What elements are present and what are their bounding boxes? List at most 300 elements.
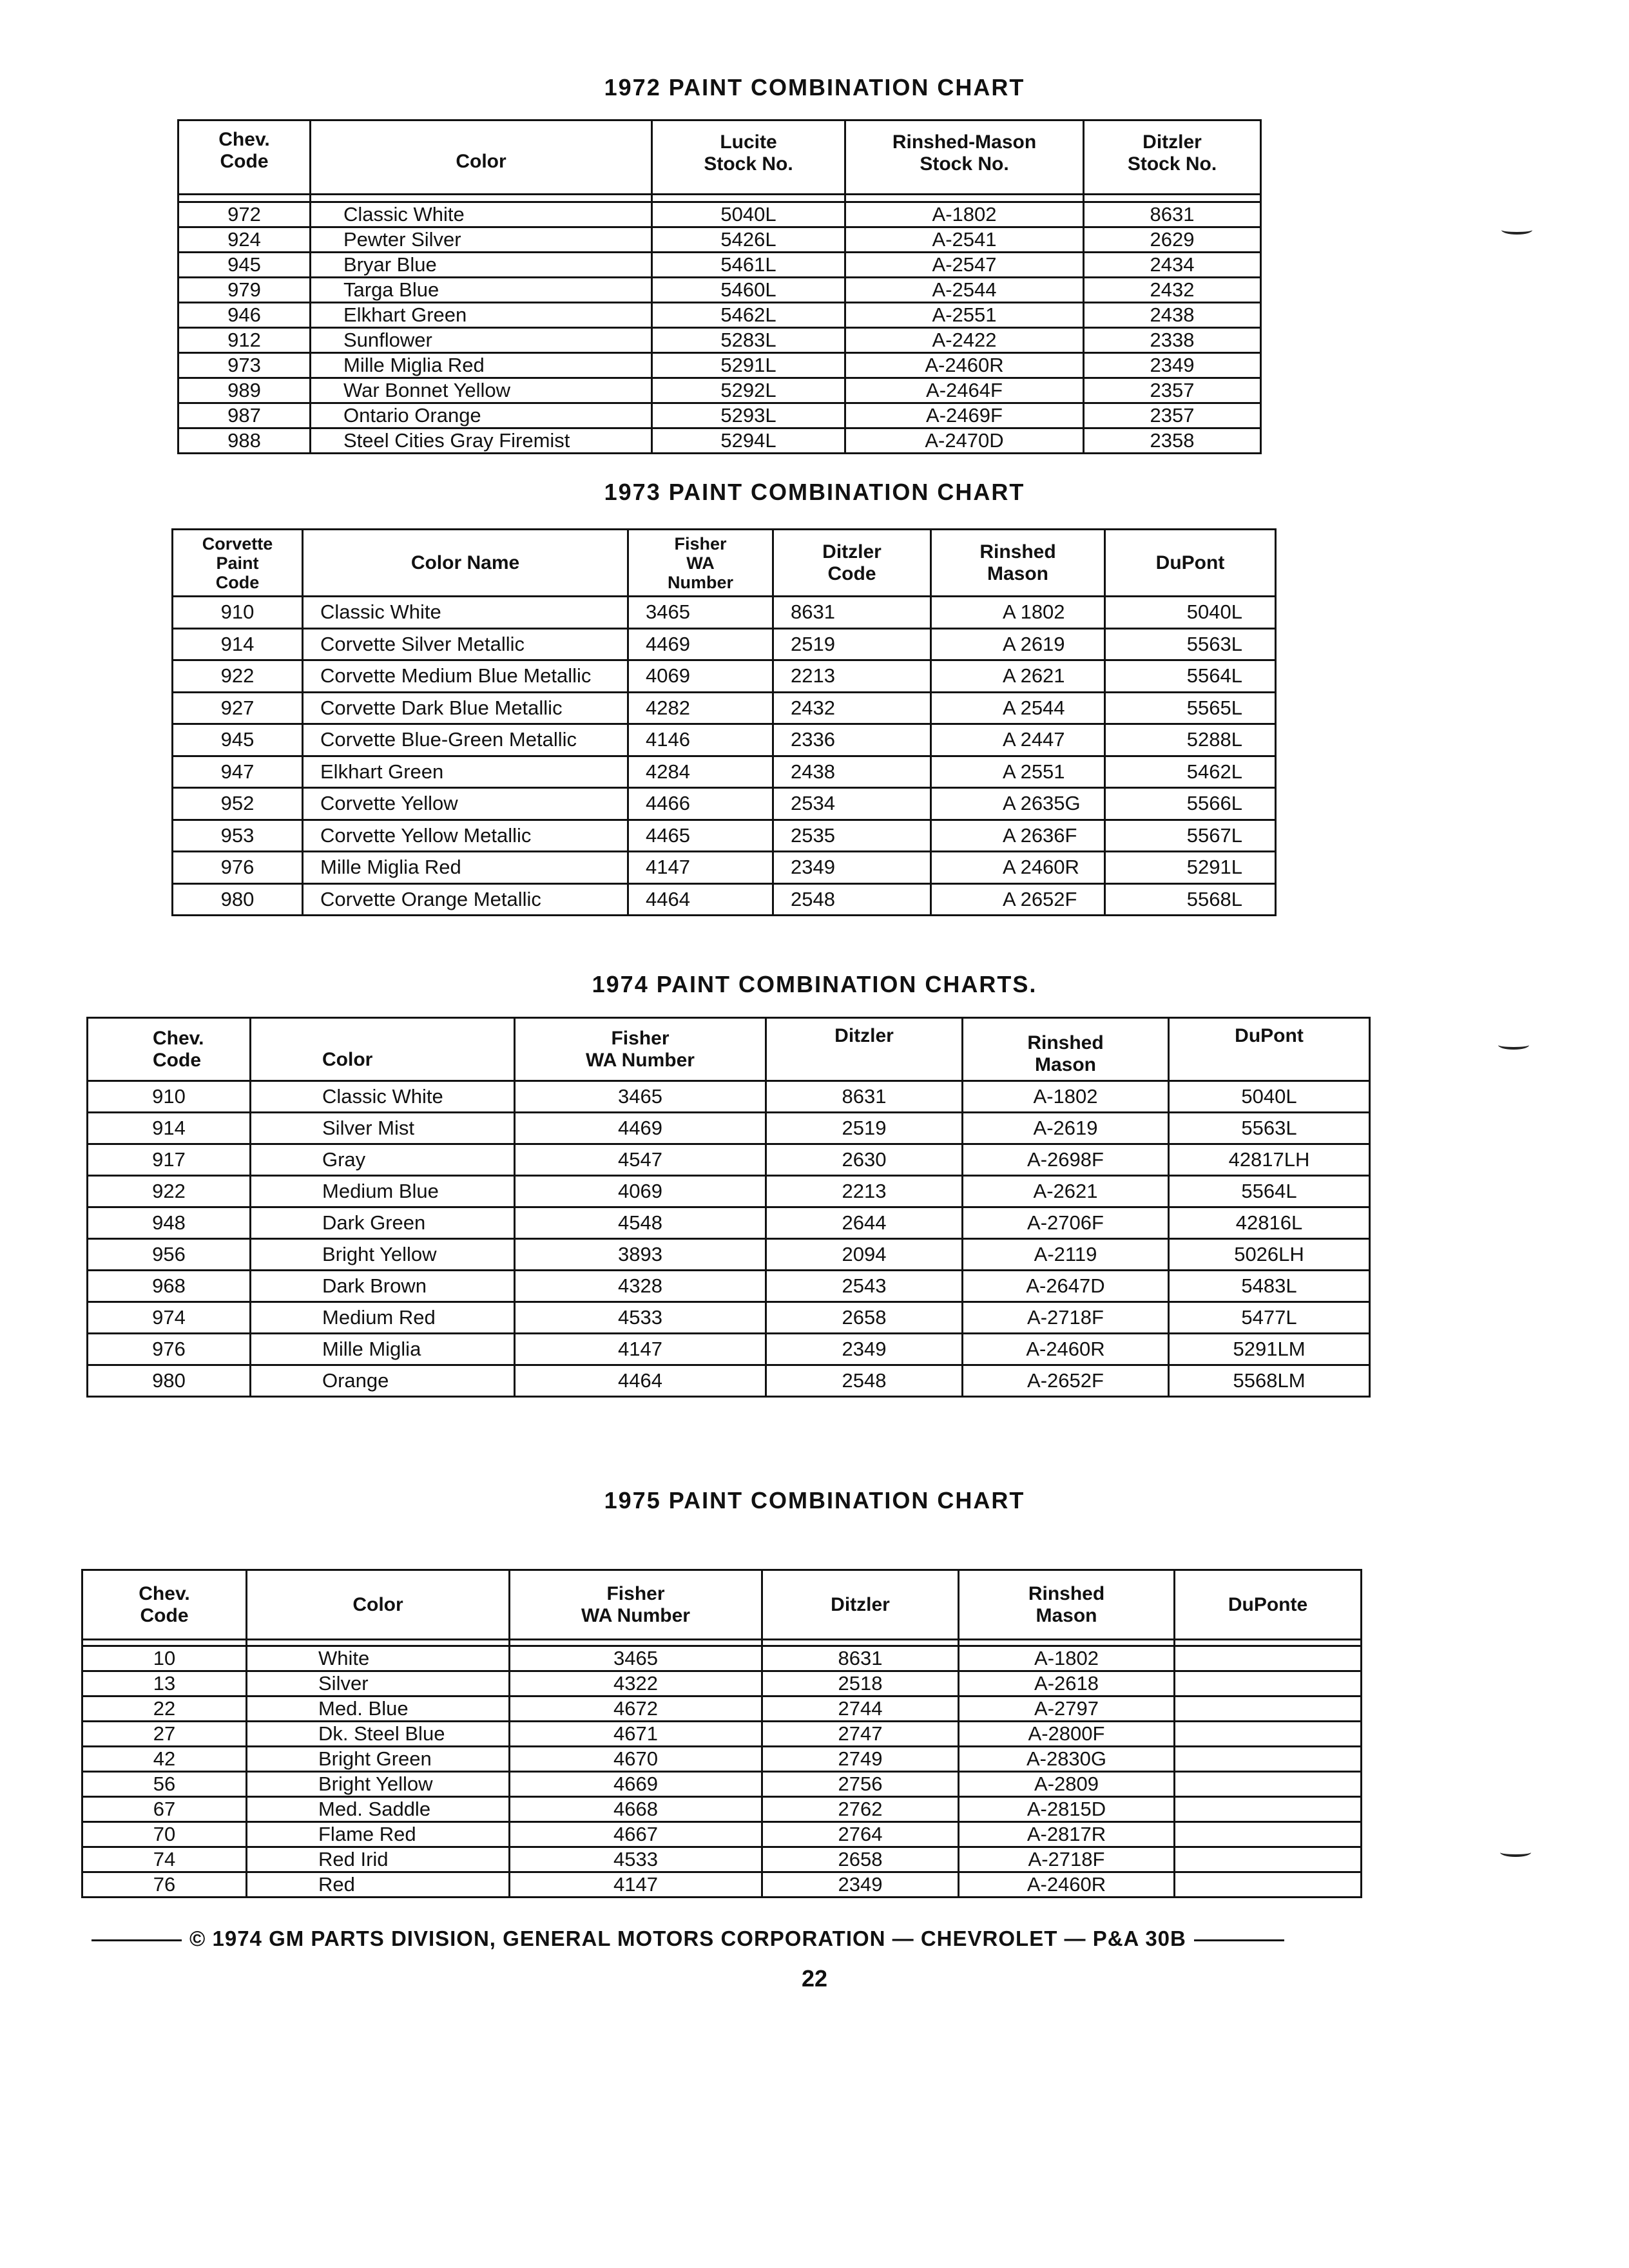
table-cell: 5564L xyxy=(1105,660,1276,693)
table-cell: 5461L xyxy=(652,253,845,278)
table-cell: A-2652F xyxy=(963,1365,1169,1397)
table-cell xyxy=(1175,1747,1362,1772)
table-cell: 5293L xyxy=(652,403,845,428)
margin-mark xyxy=(1500,1848,1531,1857)
table-cell: 5460L xyxy=(652,278,845,303)
table-cell: Corvette Medium Blue Metallic xyxy=(303,660,628,693)
table-cell: A-1802 xyxy=(963,1081,1169,1113)
table-cell: 3465 xyxy=(510,1646,762,1671)
table-cell: 5565L xyxy=(1105,692,1276,724)
table-cell: 13 xyxy=(82,1671,247,1696)
table-row xyxy=(173,660,1276,693)
table-cell xyxy=(1175,1696,1362,1722)
table-cell: Elkhart Green xyxy=(303,756,628,788)
header-fisher-wa-number: Fisher WA Number xyxy=(628,530,773,597)
table-cell: A-2797 xyxy=(959,1696,1175,1722)
table-cell: 4547 xyxy=(515,1144,766,1176)
table-cell: Corvette Silver Metallic xyxy=(303,628,628,660)
table-cell: 2747 xyxy=(762,1722,959,1747)
table-cell: 4670 xyxy=(510,1747,762,1772)
table-cell: 952 xyxy=(173,788,303,820)
table-row xyxy=(82,1772,1362,1797)
table-cell: 5294L xyxy=(652,428,845,454)
table-cell: 910 xyxy=(88,1081,251,1113)
table-row xyxy=(178,403,1261,428)
header-color: Color xyxy=(247,1570,510,1640)
chart-title-1974: 1974 PAINT COMBINATION CHARTS. xyxy=(592,971,1037,997)
table-cell: Mille Miglia Red xyxy=(303,852,628,884)
header-fisher-wa-number: Fisher WA Number xyxy=(515,1018,766,1081)
header-chev-code: Chev. Code xyxy=(82,1570,247,1640)
table-cell: 2644 xyxy=(766,1207,963,1239)
table-cell: Classic White xyxy=(303,597,628,629)
table-cell: A-2800F xyxy=(959,1722,1175,1747)
table-cell: 948 xyxy=(88,1207,251,1239)
table-row xyxy=(173,597,1276,629)
table-cell: 945 xyxy=(178,253,311,278)
table-row xyxy=(173,724,1276,756)
table-row xyxy=(178,353,1261,378)
table-cell: Bright Yellow xyxy=(247,1772,510,1797)
table-cell: 5291L xyxy=(1105,852,1276,884)
table-row xyxy=(82,1696,1362,1722)
table-cell: Classic White xyxy=(251,1081,515,1113)
table-cell: 2349 xyxy=(762,1872,959,1898)
table-row xyxy=(178,278,1261,303)
table-cell: 2357 xyxy=(1084,378,1261,403)
table-cell: 976 xyxy=(173,852,303,884)
table-cell: 4465 xyxy=(628,820,773,852)
table-cell: 2749 xyxy=(762,1747,959,1772)
table-cell: Med. Saddle xyxy=(247,1797,510,1822)
table-cell: 4282 xyxy=(628,692,773,724)
table-cell: 10 xyxy=(82,1646,247,1671)
table-row xyxy=(178,303,1261,328)
table-cell: 4464 xyxy=(628,883,773,916)
table-row xyxy=(88,1239,1370,1271)
table-cell: 973 xyxy=(178,353,311,378)
table-cell: 2744 xyxy=(762,1696,959,1722)
table-cell: 922 xyxy=(173,660,303,693)
table-cell: Bright Yellow xyxy=(251,1239,515,1271)
table-cell: A 2652F xyxy=(931,883,1105,916)
table-cell xyxy=(1175,1722,1362,1747)
table-cell: 4533 xyxy=(515,1302,766,1334)
table-cell: 2432 xyxy=(773,692,931,724)
table-cell: Corvette Yellow Metallic xyxy=(303,820,628,852)
table-cell: 4069 xyxy=(628,660,773,693)
table-cell: 2534 xyxy=(773,788,931,820)
table-cell: A 2619 xyxy=(931,628,1105,660)
table-cell: 2349 xyxy=(1084,353,1261,378)
table-cell: White xyxy=(247,1646,510,1671)
table-row xyxy=(82,1747,1362,1772)
table-cell: Bryar Blue xyxy=(311,253,652,278)
table-cell: 5283L xyxy=(652,328,845,353)
table-cell: A-2706F xyxy=(963,1207,1169,1239)
table-cell: 5568L xyxy=(1105,883,1276,916)
paint-table-1972 xyxy=(177,119,1262,454)
table-cell xyxy=(1175,1822,1362,1847)
table-cell xyxy=(1175,1671,1362,1696)
table-cell: 980 xyxy=(173,883,303,916)
table-cell: 4147 xyxy=(510,1872,762,1898)
table-cell: 2349 xyxy=(773,852,931,884)
table-cell: A-2551 xyxy=(845,303,1084,328)
table-row xyxy=(88,1271,1370,1302)
table-cell: Elkhart Green xyxy=(311,303,652,328)
table-cell: 988 xyxy=(178,428,311,454)
page-number: 22 xyxy=(801,1965,828,1992)
table-row xyxy=(82,1671,1362,1696)
table-cell: A-2544 xyxy=(845,278,1084,303)
table-cell: A-2815D xyxy=(959,1797,1175,1822)
footer-text: © 1974 GM PARTS DIVISION, GENERAL MOTORS CORPORATION — CHEVROLET — P&A 30B xyxy=(189,1927,1186,1950)
table-cell: Mille Miglia xyxy=(251,1334,515,1365)
table-cell: Med. Blue xyxy=(247,1696,510,1722)
table-cell: Mille Miglia Red xyxy=(311,353,652,378)
table-cell: A 2544 xyxy=(931,692,1105,724)
table-row xyxy=(82,1797,1362,1822)
table-cell: 5567L xyxy=(1105,820,1276,852)
table-cell: 2213 xyxy=(766,1176,963,1207)
table-cell: A-2718F xyxy=(963,1302,1169,1334)
table-cell: A-2619 xyxy=(963,1113,1169,1144)
table-cell: 2518 xyxy=(762,1671,959,1696)
table-cell: 5026LH xyxy=(1169,1239,1370,1271)
table-cell: 4466 xyxy=(628,788,773,820)
table-cell: 924 xyxy=(178,227,311,253)
table-cell: 5288L xyxy=(1105,724,1276,756)
table-row xyxy=(178,328,1261,353)
header-ditzler: Ditzler xyxy=(766,1018,963,1081)
table-cell xyxy=(1175,1772,1362,1797)
table-cell: 4672 xyxy=(510,1696,762,1722)
paint-table-1975 xyxy=(81,1569,1362,1898)
table-cell: 912 xyxy=(178,328,311,353)
table-cell: 4147 xyxy=(515,1334,766,1365)
table-cell: 4533 xyxy=(510,1847,762,1872)
table-row xyxy=(173,628,1276,660)
table-cell: 3465 xyxy=(628,597,773,629)
table-cell: 4668 xyxy=(510,1797,762,1822)
table-cell: A-2817R xyxy=(959,1822,1175,1847)
table-cell: A-2547 xyxy=(845,253,1084,278)
table-cell: 4469 xyxy=(628,628,773,660)
table-row xyxy=(82,1646,1362,1671)
table-row xyxy=(173,692,1276,724)
table-cell: Targa Blue xyxy=(311,278,652,303)
table-cell: 976 xyxy=(88,1334,251,1365)
header-chev-code: Chev. Code xyxy=(88,1018,251,1081)
table-cell: 8631 xyxy=(773,597,931,629)
margin-mark xyxy=(1501,226,1532,235)
table-cell: Bright Green xyxy=(247,1747,510,1772)
table-row xyxy=(88,1081,1370,1113)
table-cell: 27 xyxy=(82,1722,247,1747)
table-cell: 5563L xyxy=(1169,1113,1370,1144)
table-row xyxy=(178,253,1261,278)
table-cell: 2349 xyxy=(766,1334,963,1365)
table-cell: 5291LM xyxy=(1169,1334,1370,1365)
table-cell: 2438 xyxy=(773,756,931,788)
table-cell: Dark Green xyxy=(251,1207,515,1239)
table-cell: 5040L xyxy=(1169,1081,1370,1113)
table-cell: 8631 xyxy=(762,1646,959,1671)
table-cell: Ontario Orange xyxy=(311,403,652,428)
paint-table-1974 xyxy=(86,1017,1371,1398)
table-cell: A-2470D xyxy=(845,428,1084,454)
table-cell: 2548 xyxy=(766,1365,963,1397)
table-row xyxy=(82,1722,1362,1747)
table-cell: A-2422 xyxy=(845,328,1084,353)
table-row xyxy=(88,1207,1370,1239)
table-cell: 2519 xyxy=(773,628,931,660)
table-cell: 979 xyxy=(178,278,311,303)
table-cell: 914 xyxy=(173,628,303,660)
table-cell: 972 xyxy=(178,202,311,227)
header-lucite: Lucite Stock No. xyxy=(652,120,845,195)
table-row xyxy=(82,1872,1362,1898)
table-cell: 5566L xyxy=(1105,788,1276,820)
header-rinshed-mason: Rinshed Mason xyxy=(963,1018,1169,1081)
header-color: Color xyxy=(251,1018,515,1081)
table-row xyxy=(88,1334,1370,1365)
table-row xyxy=(88,1302,1370,1334)
table-cell: 74 xyxy=(82,1847,247,1872)
table-cell: 2548 xyxy=(773,883,931,916)
table-row xyxy=(88,1365,1370,1397)
table-cell xyxy=(1175,1847,1362,1872)
table-cell: 2432 xyxy=(1084,278,1261,303)
table-row xyxy=(173,756,1276,788)
footer-copyright xyxy=(84,1927,1308,1951)
table-cell: 4146 xyxy=(628,724,773,756)
table-cell: 4548 xyxy=(515,1207,766,1239)
table-cell: 5462L xyxy=(1105,756,1276,788)
table-cell: 987 xyxy=(178,403,311,428)
table-cell: 2756 xyxy=(762,1772,959,1797)
table-cell: 5040L xyxy=(652,202,845,227)
table-cell: 4671 xyxy=(510,1722,762,1747)
table-cell: 76 xyxy=(82,1872,247,1898)
table-cell: 2762 xyxy=(762,1797,959,1822)
table-cell xyxy=(1175,1646,1362,1671)
table-cell: 5040L xyxy=(1105,597,1276,629)
table-cell: War Bonnet Yellow xyxy=(311,378,652,403)
header-ditzler-code: Ditzler Code xyxy=(773,530,931,597)
table-row xyxy=(178,227,1261,253)
table-row xyxy=(178,202,1261,227)
table-cell: 5568LM xyxy=(1169,1365,1370,1397)
table-row xyxy=(82,1822,1362,1847)
table-cell: 42817LH xyxy=(1169,1144,1370,1176)
table-cell: A-2469F xyxy=(845,403,1084,428)
header-ditzler: Ditzler Stock No. xyxy=(1084,120,1261,195)
footer-rule-left xyxy=(92,1939,182,1941)
table-cell: A-1802 xyxy=(959,1646,1175,1671)
margin-mark xyxy=(1498,1041,1529,1050)
table-cell: Medium Red xyxy=(251,1302,515,1334)
table-cell: Sunflower xyxy=(311,328,652,353)
table-cell: 4284 xyxy=(628,756,773,788)
header-color-name: Color Name xyxy=(303,530,628,597)
table-cell: 927 xyxy=(173,692,303,724)
table-cell: 2338 xyxy=(1084,328,1261,353)
table-cell: 2629 xyxy=(1084,227,1261,253)
table-cell xyxy=(1175,1872,1362,1898)
table-cell: 4667 xyxy=(510,1822,762,1847)
table-cell: Gray xyxy=(251,1144,515,1176)
table-cell: A 2621 xyxy=(931,660,1105,693)
table-cell: A-2621 xyxy=(963,1176,1169,1207)
table-cell: Steel Cities Gray Firemist xyxy=(311,428,652,454)
table-cell: 2764 xyxy=(762,1822,959,1847)
table-cell: 42816L xyxy=(1169,1207,1370,1239)
table-cell: 914 xyxy=(88,1113,251,1144)
table-cell: Dark Brown xyxy=(251,1271,515,1302)
table-row xyxy=(88,1176,1370,1207)
table-cell: Corvette Yellow xyxy=(303,788,628,820)
paint-table-1973 xyxy=(171,528,1277,916)
header-rinshed-mason: Rinshed Mason xyxy=(959,1570,1175,1640)
table-cell: 5291L xyxy=(652,353,845,378)
table-cell: 4322 xyxy=(510,1671,762,1696)
table-cell: 5292L xyxy=(652,378,845,403)
table-row xyxy=(88,1144,1370,1176)
table-row xyxy=(178,378,1261,403)
table-cell: 2543 xyxy=(766,1271,963,1302)
table-cell: 5426L xyxy=(652,227,845,253)
table-cell: 5483L xyxy=(1169,1271,1370,1302)
table-row xyxy=(82,1847,1362,1872)
header-rinshed-mason: Rinshed Mason xyxy=(931,530,1105,597)
table-cell: A-2460R xyxy=(963,1334,1169,1365)
table-cell: 4147 xyxy=(628,852,773,884)
table-cell: Flame Red xyxy=(247,1822,510,1847)
table-cell xyxy=(1175,1797,1362,1822)
table-cell: 917 xyxy=(88,1144,251,1176)
table-cell: Orange xyxy=(251,1365,515,1397)
table-cell: A 2636F xyxy=(931,820,1105,852)
header-fisher-wa-number: Fisher WA Number xyxy=(510,1570,762,1640)
table-cell: 2094 xyxy=(766,1239,963,1271)
table-cell: 67 xyxy=(82,1797,247,1822)
table-cell: 2434 xyxy=(1084,253,1261,278)
table-cell: A 2635G xyxy=(931,788,1105,820)
table-cell: 4069 xyxy=(515,1176,766,1207)
footer-rule-right xyxy=(1194,1939,1284,1941)
table-cell: 956 xyxy=(88,1239,251,1271)
table-cell: 5462L xyxy=(652,303,845,328)
table-cell: 56 xyxy=(82,1772,247,1797)
table-cell: Silver Mist xyxy=(251,1113,515,1144)
header-dupont: DuPont xyxy=(1169,1018,1370,1081)
table-cell: 22 xyxy=(82,1696,247,1722)
table-cell: A-2541 xyxy=(845,227,1084,253)
table-cell: Silver xyxy=(247,1671,510,1696)
table-cell: 2630 xyxy=(766,1144,963,1176)
table-cell: 2658 xyxy=(766,1302,963,1334)
table-cell: 8631 xyxy=(1084,202,1261,227)
table-row xyxy=(173,820,1276,852)
table-row xyxy=(173,788,1276,820)
chart-title-1973: 1973 PAINT COMBINATION CHART xyxy=(604,479,1025,505)
table-row xyxy=(88,1113,1370,1144)
table-cell: 2658 xyxy=(762,1847,959,1872)
table-cell: 980 xyxy=(88,1365,251,1397)
header-color: Color xyxy=(311,120,652,195)
header-dupont: DuPont xyxy=(1105,530,1276,597)
table-cell: A-2809 xyxy=(959,1772,1175,1797)
header-duponte: DuPonte xyxy=(1175,1570,1362,1640)
table-cell: A-2647D xyxy=(963,1271,1169,1302)
table-cell: A 2551 xyxy=(931,756,1105,788)
table-cell: Corvette Dark Blue Metallic xyxy=(303,692,628,724)
table-cell: 974 xyxy=(88,1302,251,1334)
header-corvette-paint-code: Corvette Paint Code xyxy=(173,530,303,597)
table-cell: 3465 xyxy=(515,1081,766,1113)
table-cell: 946 xyxy=(178,303,311,328)
table-cell: A 1802 xyxy=(931,597,1105,629)
table-cell: 4328 xyxy=(515,1271,766,1302)
table-cell: Red Irid xyxy=(247,1847,510,1872)
table-cell: 910 xyxy=(173,597,303,629)
header-ditzler: Ditzler xyxy=(762,1570,959,1640)
table-cell: Red xyxy=(247,1872,510,1898)
table-cell: 989 xyxy=(178,378,311,403)
table-cell: 945 xyxy=(173,724,303,756)
table-cell: 4464 xyxy=(515,1365,766,1397)
table-cell: A 2447 xyxy=(931,724,1105,756)
table-cell: 5563L xyxy=(1105,628,1276,660)
table-row xyxy=(173,883,1276,916)
header-chev-code: Chev. Code xyxy=(178,120,311,195)
table-cell: A-2698F xyxy=(963,1144,1169,1176)
table-cell: 2535 xyxy=(773,820,931,852)
table-cell: 947 xyxy=(173,756,303,788)
table-cell: 2358 xyxy=(1084,428,1261,454)
table-cell: 70 xyxy=(82,1822,247,1847)
table-cell: A-2460R xyxy=(959,1872,1175,1898)
table-cell: 2213 xyxy=(773,660,931,693)
table-cell: Corvette Blue-Green Metallic xyxy=(303,724,628,756)
table-cell: Medium Blue xyxy=(251,1176,515,1207)
table-cell: 4669 xyxy=(510,1772,762,1797)
table-cell: Dk. Steel Blue xyxy=(247,1722,510,1747)
table-cell: A-2119 xyxy=(963,1239,1169,1271)
table-cell: 3893 xyxy=(515,1239,766,1271)
table-row xyxy=(178,428,1261,454)
table-cell: A 2460R xyxy=(931,852,1105,884)
table-cell: 968 xyxy=(88,1271,251,1302)
table-cell: Classic White xyxy=(311,202,652,227)
chart-title-1972: 1972 PAINT COMBINATION CHART xyxy=(604,74,1025,101)
table-cell: A-2464F xyxy=(845,378,1084,403)
table-cell: 42 xyxy=(82,1747,247,1772)
table-cell: 922 xyxy=(88,1176,251,1207)
table-cell: A-2460R xyxy=(845,353,1084,378)
table-cell: 5477L xyxy=(1169,1302,1370,1334)
table-cell: Pewter Silver xyxy=(311,227,652,253)
table-cell: 4469 xyxy=(515,1113,766,1144)
table-cell: Corvette Orange Metallic xyxy=(303,883,628,916)
table-cell: 5564L xyxy=(1169,1176,1370,1207)
header-rinshed-mason: Rinshed-Mason Stock No. xyxy=(845,120,1084,195)
table-cell: A-2618 xyxy=(959,1671,1175,1696)
table-cell: 953 xyxy=(173,820,303,852)
table-cell: 2519 xyxy=(766,1113,963,1144)
